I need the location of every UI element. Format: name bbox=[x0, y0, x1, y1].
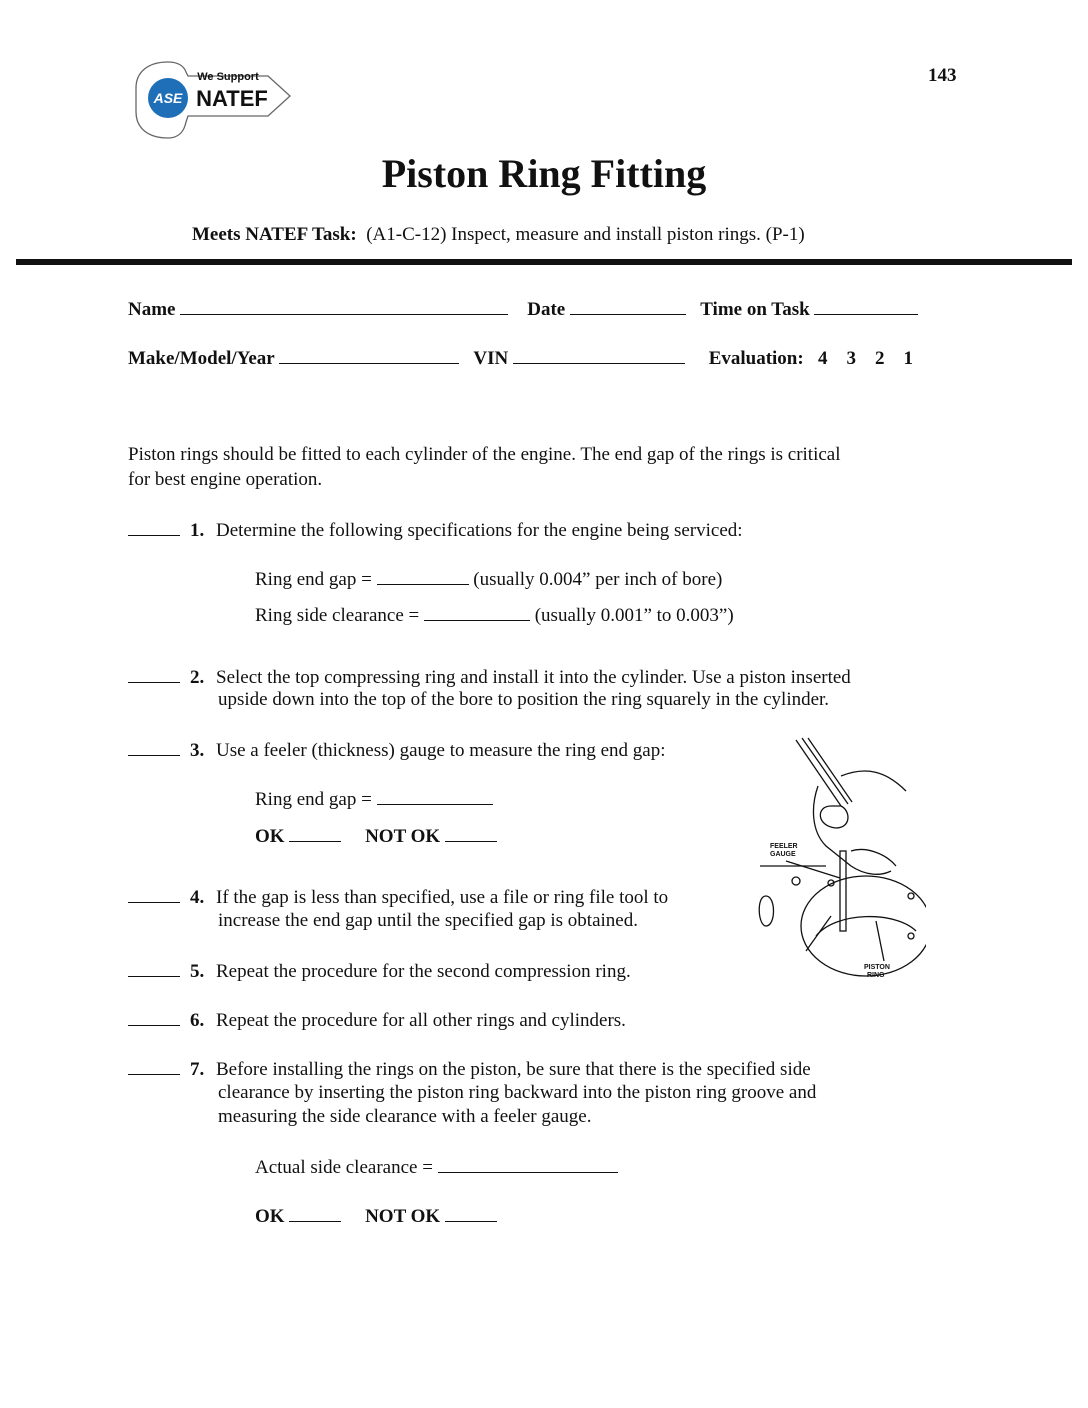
measure-end-gap-field[interactable] bbox=[377, 786, 493, 805]
natef-task bbox=[192, 223, 805, 247]
step-4: 4. If the gap is less than specified, use a file or ring file tool to bbox=[128, 884, 668, 910]
info-row-2 bbox=[128, 345, 913, 371]
not-ok-field[interactable] bbox=[445, 823, 497, 842]
date-field[interactable] bbox=[570, 296, 686, 315]
svg-text:ASE: ASE bbox=[153, 90, 183, 106]
info-row-1 bbox=[128, 296, 918, 322]
check-blank[interactable] bbox=[128, 1056, 180, 1075]
task-text: (A1-C-12) Inspect, measure and install piston rings. (P-1) bbox=[366, 224, 805, 245]
divider bbox=[16, 259, 1072, 265]
intro-line: for best engine operation. bbox=[128, 469, 323, 490]
step-6: 6. Repeat the procedure for all other rings and cylinders. bbox=[128, 1007, 626, 1033]
step-4-line: increase the end gap until the specified gap is obtained. bbox=[218, 910, 638, 931]
svg-text:NATEF: NATEF bbox=[196, 86, 268, 111]
feeler-gauge-illustration bbox=[756, 736, 926, 982]
svg-text:RING: RING bbox=[867, 972, 885, 979]
step-2-line: upside down into the top of the bore to position the ring squarely in the cylinder. bbox=[218, 689, 830, 710]
measure-end-gap: Ring end gap = bbox=[255, 786, 493, 812]
evaluation-label: Evaluation: bbox=[708, 348, 804, 369]
step-5: 5. Repeat the procedure for the second compression ring. bbox=[128, 958, 631, 984]
intro-line: Piston rings should be fitted to each cylinder of the engine. The end gap of the rings is critical bbox=[128, 444, 841, 465]
spec-end-gap: Ring end gap = (usually 0.004” per inch of bore) bbox=[255, 566, 722, 592]
svg-text:We Support: We Support bbox=[197, 71, 259, 83]
step-3: 3. Use a feeler (thickness) gauge to measure the ring end gap: bbox=[128, 737, 666, 763]
check-blank[interactable] bbox=[128, 664, 180, 683]
actual-side-clearance: Actual side clearance = bbox=[255, 1154, 618, 1180]
check-blank[interactable] bbox=[128, 737, 180, 756]
check-blank[interactable] bbox=[128, 517, 180, 536]
ok-field[interactable] bbox=[289, 823, 341, 842]
score-4[interactable]: 4 bbox=[817, 348, 828, 369]
check-blank[interactable] bbox=[128, 884, 180, 903]
step-7-line: measuring the side clearance with a feeler gauge. bbox=[218, 1106, 592, 1127]
vin-label: VIN bbox=[473, 348, 509, 369]
natef-logo bbox=[128, 58, 294, 142]
svg-text:FEELER: FEELER bbox=[770, 843, 798, 850]
spec-side-clearance: Ring side clearance = (usually 0.001” to 0.003”) bbox=[255, 602, 734, 628]
name-label: Name bbox=[128, 299, 176, 320]
step-7-line: clearance by inserting the piston ring backward into the piston ring groove and bbox=[218, 1082, 817, 1103]
not-ok-field[interactable] bbox=[445, 1203, 497, 1222]
vin-field[interactable] bbox=[513, 345, 685, 364]
ok-row-1: OK NOT OK bbox=[255, 823, 497, 849]
check-blank[interactable] bbox=[128, 958, 180, 977]
score-3[interactable]: 3 bbox=[846, 348, 856, 369]
score-1[interactable]: 1 bbox=[903, 348, 913, 369]
step-7: 7. Before installing the rings on the piston, be sure that there is the specified side bbox=[128, 1056, 811, 1082]
svg-text:GAUGE: GAUGE bbox=[770, 851, 796, 858]
ok-field[interactable] bbox=[289, 1203, 341, 1222]
page-title: Piston Ring Fitting bbox=[381, 151, 707, 196]
make-label: Make/Model/Year bbox=[128, 348, 275, 369]
time-field[interactable] bbox=[814, 296, 918, 315]
ok-row-2: OK NOT OK bbox=[255, 1203, 497, 1229]
page-number: 143 bbox=[928, 65, 957, 86]
spec-end-gap-field[interactable] bbox=[377, 566, 469, 585]
score-2[interactable]: 2 bbox=[874, 348, 885, 369]
actual-side-field[interactable] bbox=[438, 1154, 618, 1173]
spec-side-clearance-field[interactable] bbox=[424, 602, 530, 621]
step-2: 2. Select the top compressing ring and install it into the cylinder. Use a piston inserted bbox=[128, 664, 851, 690]
time-label: Time on Task bbox=[700, 299, 810, 320]
name-field[interactable] bbox=[180, 296, 508, 315]
check-blank[interactable] bbox=[128, 1007, 180, 1026]
task-label: Meets NATEF Task: bbox=[192, 224, 357, 245]
make-field[interactable] bbox=[279, 345, 459, 364]
svg-text:PISTON: PISTON bbox=[864, 964, 890, 971]
date-label: Date bbox=[527, 299, 566, 320]
step-1: 1. Determine the following specifications for the engine being serviced: bbox=[128, 517, 743, 543]
